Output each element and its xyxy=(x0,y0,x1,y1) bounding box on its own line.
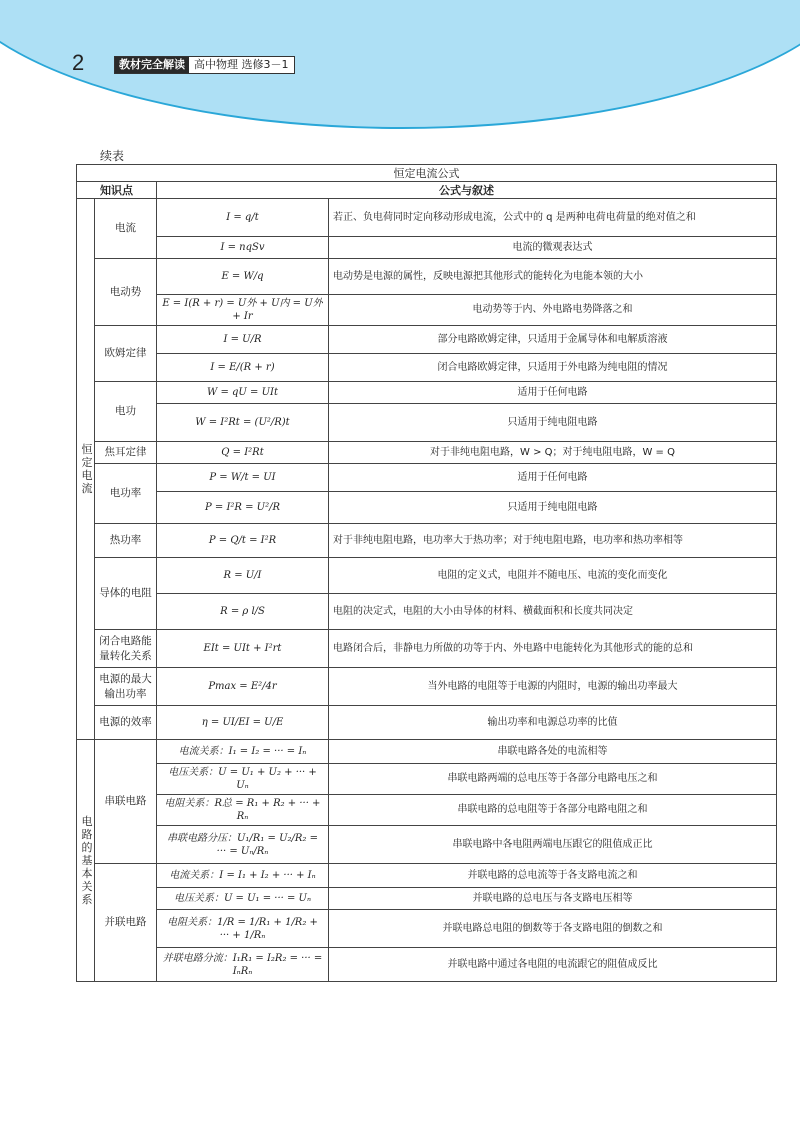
table-row xyxy=(77,740,777,764)
table-row xyxy=(77,706,777,740)
group-label-constant-current: 恒定电流 xyxy=(77,199,95,740)
formula-cell: 电压关系：U = U₁ + U₂ + ··· + Uₙ xyxy=(157,764,329,795)
topic-cell: 并联电路 xyxy=(95,864,157,982)
description-cell: 并联电路总电阻的倒数等于各支路电阻的倒数之和 xyxy=(329,910,777,948)
formula-cell: R = U/I xyxy=(157,558,329,594)
table-row xyxy=(77,464,777,492)
formula-cell: I = E/(R + r) xyxy=(157,354,329,382)
description-cell: 电阻的决定式，电阻的大小由导体的材料、横截面积和长度共同决定 xyxy=(329,594,777,630)
table-row xyxy=(77,826,777,864)
description-cell: 对于非纯电阻电路，W > Q；对于纯电阻电路，W = Q xyxy=(329,442,777,464)
formula-cell: Pmax = E²/4r xyxy=(157,668,329,706)
description-cell: 只适用于纯电阻电路 xyxy=(329,492,777,524)
description-cell: 若正、负电荷同时定向移动形成电流，公式中的 q 是两种电荷电荷量的绝对值之和 xyxy=(329,199,777,237)
table-row xyxy=(77,795,777,826)
col-knowledge-header: 知识点 xyxy=(77,182,157,199)
description-cell: 适用于任何电路 xyxy=(329,464,777,492)
topic-cell: 热功率 xyxy=(95,524,157,558)
topic-cell: 闭合电路能量转化关系 xyxy=(95,630,157,668)
table-row xyxy=(77,668,777,706)
description-cell: 串联电路两端的总电压等于各部分电路电压之和 xyxy=(329,764,777,795)
table-row xyxy=(77,558,777,594)
table-row xyxy=(77,354,777,382)
topic-cell: 串联电路 xyxy=(95,740,157,864)
description-cell: 适用于任何电路 xyxy=(329,382,777,404)
formula-cell: 电流关系：I = I₁ + I₂ + ··· + Iₙ xyxy=(157,864,329,888)
formula-cell: Q = I²Rt xyxy=(157,442,329,464)
formula-cell: P = W/t = UI xyxy=(157,464,329,492)
table-row xyxy=(77,199,777,237)
description-cell: 输出功率和电源总功率的比值 xyxy=(329,706,777,740)
table-row xyxy=(77,492,777,524)
book-label xyxy=(114,56,295,74)
formula-cell: P = I²R = U²/R xyxy=(157,492,329,524)
description-cell: 电动势等于内、外电路电势降落之和 xyxy=(329,295,777,326)
table-row xyxy=(77,442,777,464)
description-cell: 电阻的定义式，电阻并不随电压、电流的变化而变化 xyxy=(329,558,777,594)
subject-name: 高中物理 选修3－1 xyxy=(189,57,294,73)
topic-cell: 电动势 xyxy=(95,259,157,326)
topic-cell: 电源的效率 xyxy=(95,706,157,740)
formula-cell: 并联电路分流：I₁R₁ = I₂R₂ = ··· = IₙRₙ xyxy=(157,948,329,982)
topic-cell: 电功 xyxy=(95,382,157,442)
description-cell: 并联电路中通过各电阻的电流跟它的阻值成反比 xyxy=(329,948,777,982)
description-cell: 串联电路各处的电流相等 xyxy=(329,740,777,764)
table-row xyxy=(77,237,777,259)
table-row xyxy=(77,326,777,354)
table-row xyxy=(77,594,777,630)
formula-cell: I = nqSv xyxy=(157,237,329,259)
description-cell: 对于非纯电阻电路，电功率大于热功率；对于纯电阻电路，电功率和热功率相等 xyxy=(329,524,777,558)
col-formula-header: 公式与叙述 xyxy=(157,182,777,199)
table-row xyxy=(77,259,777,295)
table-row xyxy=(77,910,777,948)
table-row xyxy=(77,948,777,982)
continued-label: 续表 xyxy=(100,149,125,163)
topic-cell: 欧姆定律 xyxy=(95,326,157,382)
page-number: 2 xyxy=(72,50,85,75)
formula-cell: EIt = UIt + I²rt xyxy=(157,630,329,668)
formula-cell: I = U/R xyxy=(157,326,329,354)
table-row xyxy=(77,404,777,442)
table-header-row xyxy=(77,182,777,199)
description-cell: 当外电路的电阻等于电源的内阻时，电源的输出功率最大 xyxy=(329,668,777,706)
topic-cell: 电流 xyxy=(95,199,157,259)
description-cell: 部分电路欧姆定律，只适用于金属导体和电解质溶液 xyxy=(329,326,777,354)
description-cell: 并联电路的总电压与各支路电压相等 xyxy=(329,888,777,910)
formula-cell: 电压关系：U = U₁ = ··· = Uₙ xyxy=(157,888,329,910)
formula-cell: 串联电路分压：U₁/R₁ = U₂/R₂ = ··· = Uₙ/Rₙ xyxy=(157,826,329,864)
group-label-basic-relations: 电路的基本关系 xyxy=(77,740,95,982)
topic-cell: 导体的电阻 xyxy=(95,558,157,630)
description-cell: 电路闭合后，非静电力所做的功等于内、外电路中电能转化为其他形式的能的总和 xyxy=(329,630,777,668)
topic-cell: 电源的最大输出功率 xyxy=(95,668,157,706)
formula-cell: 电阻关系：1/R = 1/R₁ + 1/R₂ + ··· + 1/Rₙ xyxy=(157,910,329,948)
formula-table xyxy=(76,164,777,982)
description-cell: 电流的微观表达式 xyxy=(329,237,777,259)
table-row xyxy=(77,382,777,404)
table-row xyxy=(77,888,777,910)
description-cell: 电动势是电源的属性，反映电源把其他形式的能转化为电能本领的大小 xyxy=(329,259,777,295)
description-cell: 只适用于纯电阻电路 xyxy=(329,404,777,442)
topic-cell: 电功率 xyxy=(95,464,157,524)
series-name: 教材完全解读 xyxy=(115,57,189,73)
formula-cell: W = qU = UIt xyxy=(157,382,329,404)
formula-cell: 电阻关系：R总 = R₁ + R₂ + ··· + Rₙ xyxy=(157,795,329,826)
description-cell: 串联电路中各电阻两端电压跟它的阻值成正比 xyxy=(329,826,777,864)
table-row xyxy=(77,864,777,888)
formula-cell: E = W/q xyxy=(157,259,329,295)
table-title-row xyxy=(77,165,777,182)
description-cell: 并联电路的总电流等于各支路电流之和 xyxy=(329,864,777,888)
table-row xyxy=(77,524,777,558)
topic-cell: 焦耳定律 xyxy=(95,442,157,464)
table-row xyxy=(77,764,777,795)
table-row xyxy=(77,295,777,326)
formula-cell: P = Q/t = I²R xyxy=(157,524,329,558)
formula-cell: E = I(R + r) = U外 + U内 = U外 + Ir xyxy=(157,295,329,326)
formula-cell: η = UI/EI = U/E xyxy=(157,706,329,740)
formula-cell: 电流关系：I₁ = I₂ = ··· = Iₙ xyxy=(157,740,329,764)
table-title: 恒定电流公式 xyxy=(77,165,777,182)
description-cell: 闭合电路欧姆定律，只适用于外电路为纯电阻的情况 xyxy=(329,354,777,382)
table-row xyxy=(77,630,777,668)
formula-cell: R = ρ l/S xyxy=(157,594,329,630)
description-cell: 串联电路的总电阻等于各部分电路电阻之和 xyxy=(329,795,777,826)
formula-cell: W = I²Rt = (U²/R)t xyxy=(157,404,329,442)
formula-cell: I = q/t xyxy=(157,199,329,237)
